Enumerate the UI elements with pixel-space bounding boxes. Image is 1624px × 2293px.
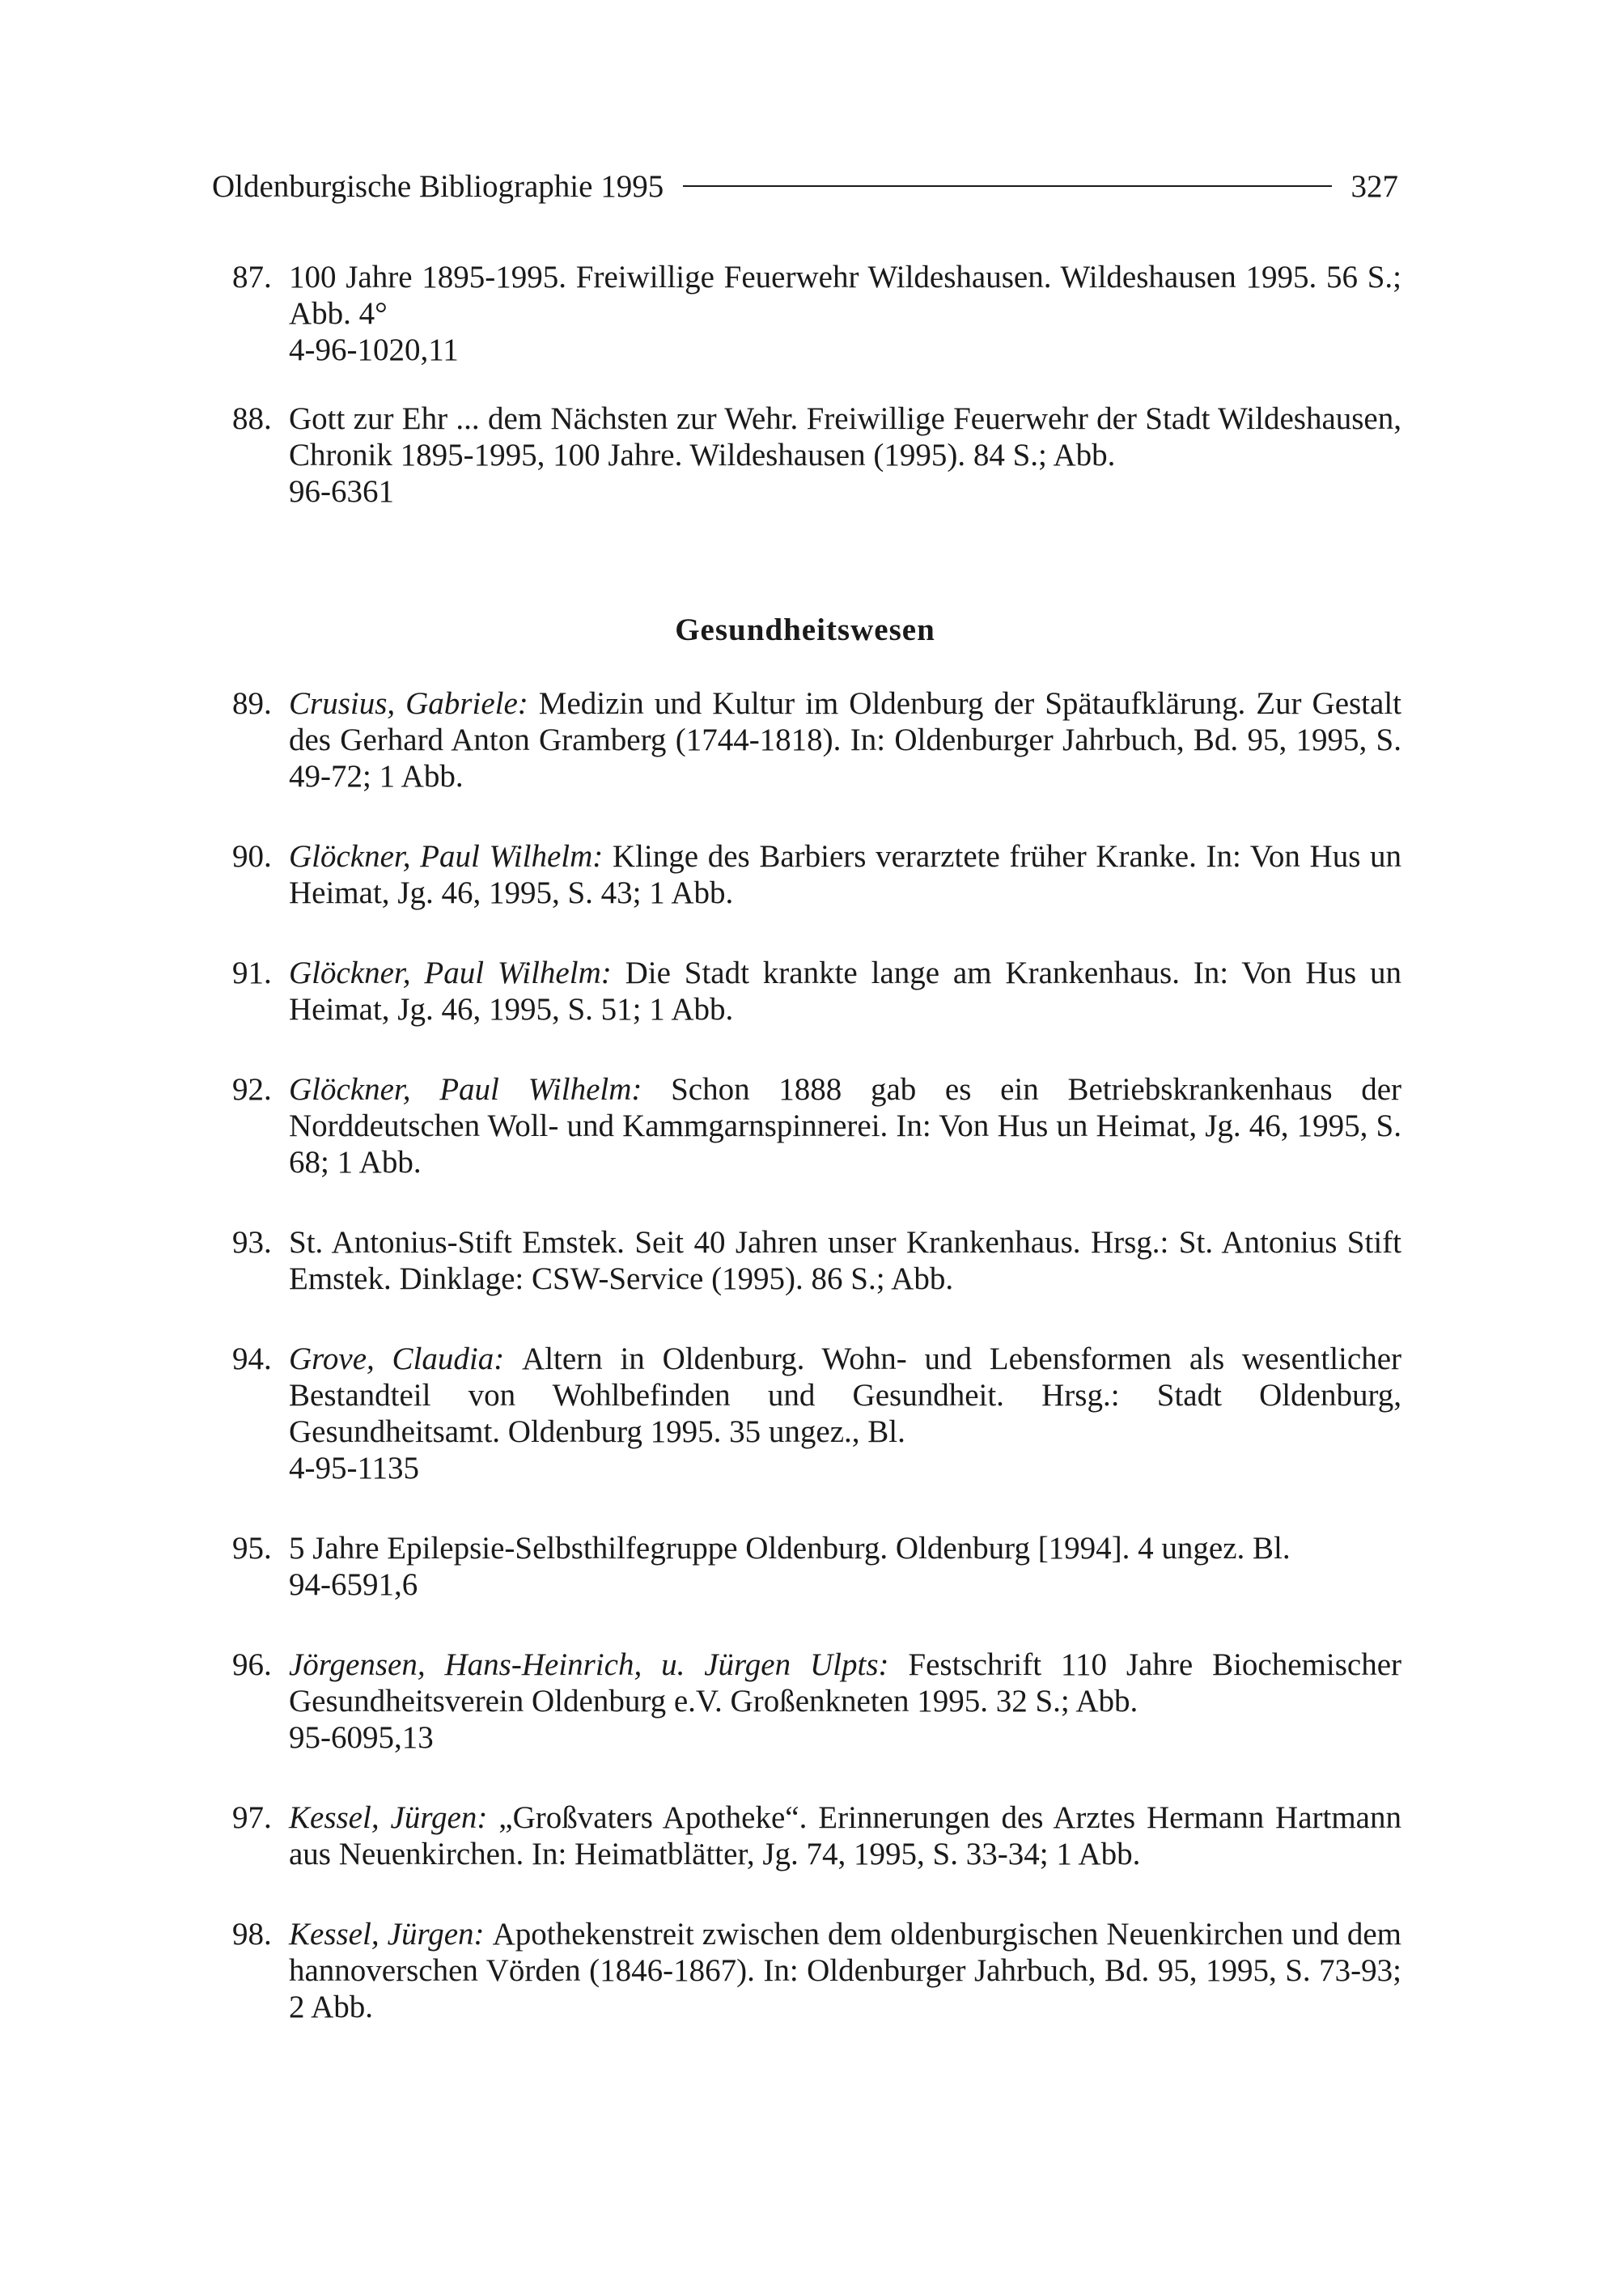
entry-text: 100 Jahre 1895-1995. Freiwillige Feuerwehr Wildeshausen. Wildeshausen 1995. 56 S.; Abb. 4° <box>289 260 1401 331</box>
entry-signature: 95-6095,13 <box>289 1720 434 1755</box>
entry-author: Glöckner, Paul Wilhelm: <box>289 1072 672 1107</box>
entry-author: Kessel, Jürgen: <box>289 1917 493 1952</box>
entry-number: 93. <box>232 1225 272 1260</box>
running-head <box>212 162 1398 210</box>
entry-text: Festschrift 110 Jahre Biochemischer Gesundheitsverein Oldenburg e.V. Großenkneten 1995. 32 S.; Abb. <box>289 1647 1401 1719</box>
entry-text: 5 Jahre Epilepsie-Selbsthilfegruppe Oldenburg. Oldenburg [1994]. 4 ungez. Bl. <box>289 1531 1291 1566</box>
entry-number: 96. <box>232 1647 272 1682</box>
entry-signature: 96-6361 <box>289 474 394 509</box>
entry-number: 94. <box>232 1341 272 1376</box>
entry-number: 98. <box>232 1917 272 1952</box>
entry-number: 91. <box>232 956 272 990</box>
entry-text: Klinge des Barbiers verarztete früher Kranke. In: Von Hus un Heimat, Jg. 46, 1995, S. 43; 1 Abb. <box>289 839 1402 910</box>
bibliography-entry <box>232 955 1401 1028</box>
entry-text: St. Antonius-Stift Emstek. Seit 40 Jahren unser Krankenhaus. Hrsg.: St. Antonius Stift Emstek. Dinklage: CSW-Service (1995). 86 S.; Abb. <box>289 1225 1401 1296</box>
entry-number: 89. <box>232 686 272 721</box>
bibliography-entry <box>232 1224 1401 1297</box>
entry-text: Apothekenstreit zwischen dem oldenburgischen Neuenkirchen und dem hannoverschen Vörden (1846-1867). In: Oldenburger Jahrbuch, Bd. 95, 1995, S. 73-93; 2 Abb. <box>289 1917 1401 2024</box>
running-head-rule <box>683 185 1331 187</box>
entry-list <box>232 685 1401 2025</box>
entry-author: Grove, Claudia: <box>289 1341 523 1376</box>
bibliography-entry <box>232 401 1401 510</box>
bibliography-entry <box>232 1530 1401 1603</box>
entry-text: Schon 1888 gab es ein Betriebskrankenhaus der Norddeutschen Woll- und Kammgarnspinnerei. In: Von Hus un Heimat, Jg. 46, 1995, S. 68; 1 Abb. <box>289 1072 1401 1180</box>
entry-author: Kessel, Jürgen: <box>289 1800 499 1835</box>
entry-number: 95. <box>232 1531 272 1566</box>
entry-author: Crusius, Gabriele: <box>289 686 539 721</box>
entry-author: Glöckner, Paul Wilhelm: <box>289 956 625 990</box>
entry-list-top <box>232 259 1401 510</box>
bibliography-entry <box>232 685 1401 795</box>
entry-signature: 94-6591,6 <box>289 1567 418 1602</box>
entry-author: Glöckner, Paul Wilhelm: <box>289 839 613 874</box>
section-heading: Gesundheitswesen <box>675 612 935 647</box>
entry-text: Medizin und Kultur im Oldenburg der Spätaufklärung. Zur Gestalt des Gerhard Anton Gramberg (1744-1818). In: Oldenburger Jahrbuch, Bd. 95, 1995, S. 49-72; 1 Abb. <box>289 686 1402 794</box>
entry-number: 97. <box>232 1800 272 1835</box>
page-number: 327 <box>1351 168 1398 204</box>
bibliography-entry <box>232 1341 1401 1486</box>
entry-text: Die Stadt krankte lange am Krankenhaus. In: Von Hus un Heimat, Jg. 46, 1995, S. 51; 1 Abb. <box>289 956 1401 1027</box>
entry-signature: 4-96-1020,11 <box>289 333 459 367</box>
bibliography-entry <box>232 1916 1401 2025</box>
entry-number: 87. <box>232 260 272 295</box>
bibliography-entry <box>232 1071 1401 1180</box>
entry-text: „Großvaters Apotheke“. Erinnerungen des Arztes Hermann Hartmann aus Neuenkirchen. In: Heimatblätter, Jg. 74, 1995, S. 33-34; 1 Abb. <box>289 1800 1401 1871</box>
entry-number: 92. <box>232 1072 272 1107</box>
bibliography-entry <box>232 259 1401 368</box>
entry-author: Jörgensen, Hans-Heinrich, u. Jürgen Ulpts: <box>289 1647 909 1682</box>
entry-number: 88. <box>232 401 272 436</box>
entry-text: Altern in Oldenburg. Wohn- und Lebensformen als wesentlicher Bestandteil von Wohlbefinden und Gesundheit. Hrsg.: Stadt Oldenburg, Gesundheitsamt. Oldenburg 1995. 35 ungez., Bl. <box>289 1341 1402 1449</box>
bibliography-entry <box>232 1799 1401 1872</box>
entry-number: 90. <box>232 839 272 874</box>
bibliography-entry <box>232 1647 1401 1756</box>
bibliography-entry <box>232 838 1401 911</box>
entry-text: Gott zur Ehr ... dem Nächsten zur Wehr. Freiwillige Feuerwehr der Stadt Wildeshausen, Chronik 1895-1995, 100 Jahre. Wildeshausen (1995). 84 S.; Abb. <box>289 401 1401 473</box>
entry-signature: 4-95-1135 <box>289 1451 420 1486</box>
running-head-title: Oldenburgische Bibliographie 1995 <box>212 168 664 204</box>
